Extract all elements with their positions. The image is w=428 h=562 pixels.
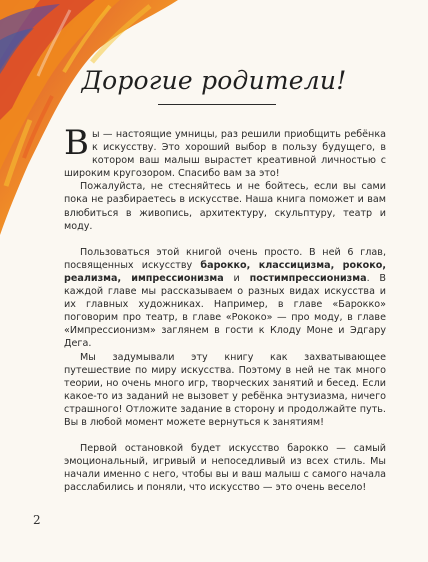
intro-text: ы — настоящие умницы, раз решили приобщить ребёнка к искусству. Это хороший выбор в пользу будущего, в котором ваш малыш вырастет креативной личностью с широким кругозором. Спасибо вам за это! <box>64 129 386 180</box>
page-number: 2 <box>33 513 41 527</box>
page-title: Дорогие родители! <box>81 66 347 95</box>
paragraph-3-conjunction: и <box>223 272 250 284</box>
paragraph-4: Мы задумывали эту книгу как захватывающее путешествие по миру искусства. Поэтому в ней не так много теории, но очень много игр, творческих занятий и бесед. Если какое-то из заданий не вызовет у ребёнка энтузиазма, ничего страшного! Отложите задание в сторону и продолжайте путь. Вы в любой момент можете вернуться к занятиям! <box>64 351 386 428</box>
paragraph-2: Пожалуйста, не стесняйтесь и не бойтесь, если вы сами пока не разбираетесь в искусстве. Наша книга поможет и вам влюбиться в живопись, архитектуру, скульптуру, театр и моду. <box>64 181 386 232</box>
intro-paragraph <box>64 123 386 180</box>
drop-cap: В <box>64 123 89 163</box>
body-text <box>64 123 387 494</box>
paragraph-3 <box>64 246 386 351</box>
paragraph-5: Первой остановкой будет искусство барокко — самый эмоциональный, игривый и непоседливый из всех стиль. Мы начали именно с него, чтобы вы и ваш малыш с самого начала расслабились и поняли, что искусство — это очень весело! <box>64 443 386 494</box>
title-divider <box>158 104 276 105</box>
paragraph-3-end: . В каждой главе мы рассказываем о разных видах искусства и их главных художниках. Например, в главе «Барокко» поговорим про театр, в главе «Рококо» — про моду, в главе «Импрессионизм» заглянем в гости к Клоду Моне и Эдгару Дега. <box>64 272 387 350</box>
paragraph-3-bold-postimpressionism: постимпрессионизма <box>249 272 367 284</box>
paragraph-3-start: Пользоваться этой книгой очень просто. В ней 6 глав, посвященных искусству <box>64 246 386 271</box>
paragraph-3-bold-styles: барокко, классицизма, рококо, реализма, импрессионизма <box>64 259 386 284</box>
